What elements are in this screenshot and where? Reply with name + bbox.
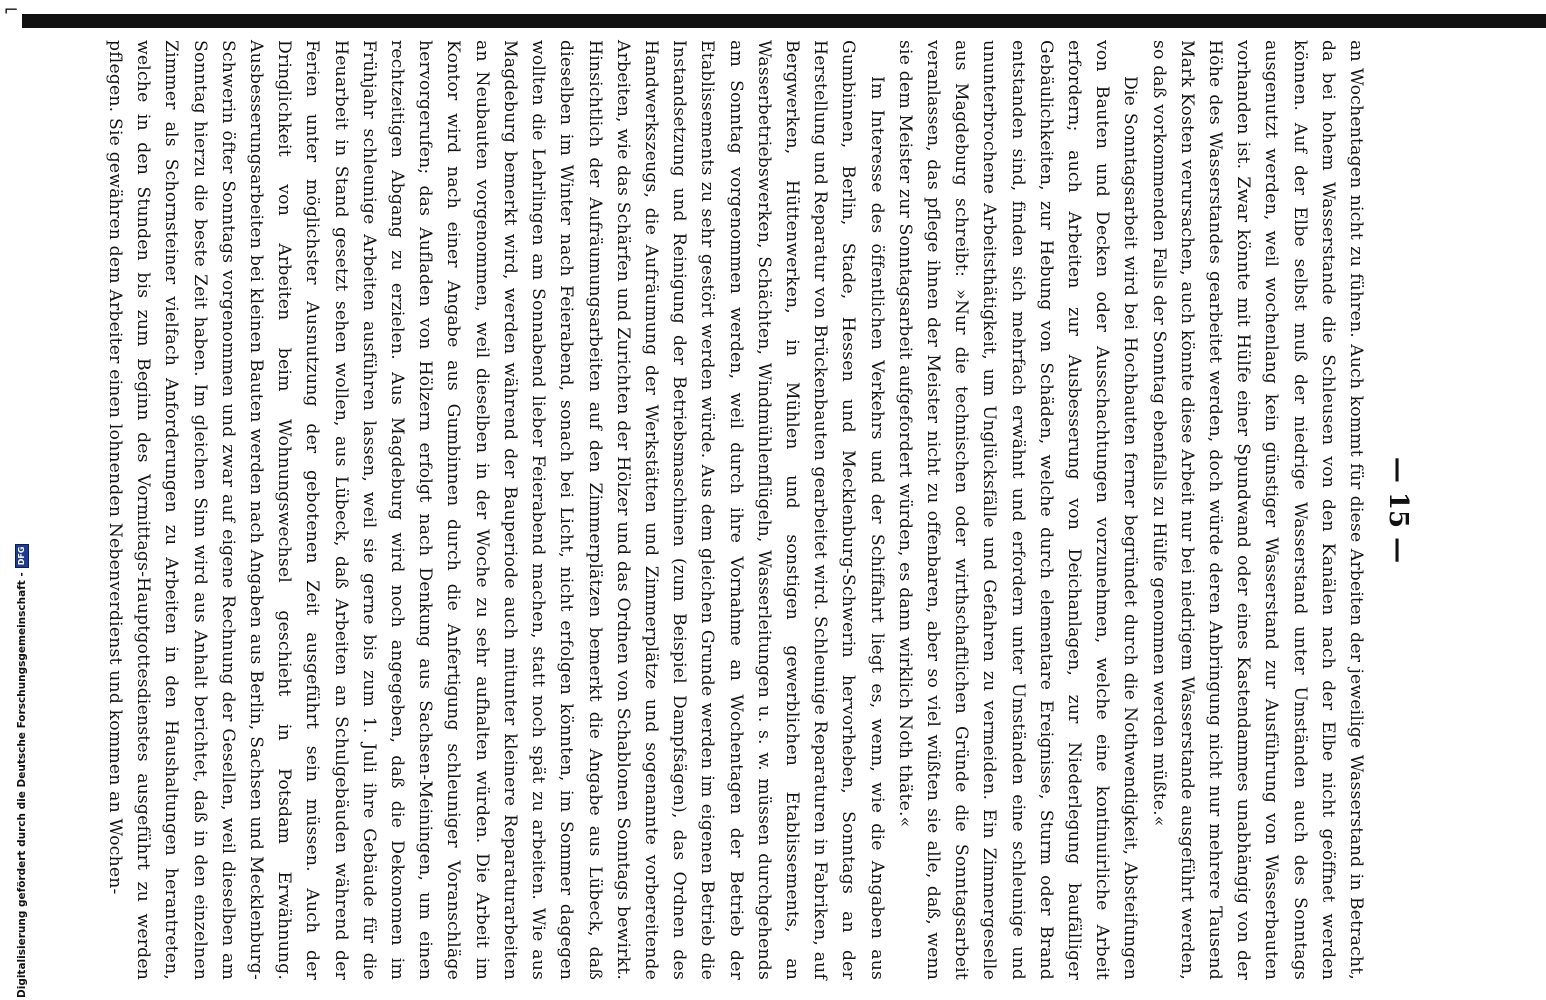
paragraph-3: Im Interesse des öffentlichen Verkehrs und der Schiffahrt liegt es, wenn, wie die Angaben aus Gumbinnen, Berlin, Stade, Hessen und Mecklenburg-Schwerin hervorheben, Sonntags an der Herstellung und Reparatur von Brückenbauten gearbeitet wird. Schleunige Reparaturen in Fabriken, auf Bergwerken, Hüttenwerken, in Mühlen und sonstigen gewerblichen Etablissements, an Wasserbetriebswerken, Schächten, Windmühlenflügeln, Wasserleitungen u. s. w. müssen durchgehends am Sonntag vorgenommen werden, weil durch ihre Vornahme an Wochentagen der Betrieb der Etablissements zu sehr gestört werden würde. Aus dem gleichen Grunde werden im eigenen Betrieb die Instandsetzung und Reinigung der Betriebsmaschinen (zum Beispiel Dampfsägen), das Ordnen des Handwerkszeugs, die Aufräumung der Werkstätten und Zimmerplätze und sogenannte vorbereitende Arbeiten, wie das Schärfen und Zurichten der Hölzer und das Ordnen von Schablonen Sonntags bewirkt. Hinsichtlich der Aufräumungsarbeiten auf den Zimmerplätzen bemerkt die Angabe aus Lübeck, daß dieselben im Winter nach Feierabend, sonach bei Licht, nicht erfolgen könnten, im Sommer dagegen wollten die Lehrlingen am Sonnabend lieber Feierabend machen, statt noch spät zu arbeiten. Wie aus Magdeburg bemerkt wird, werden während der Bauperiode auch mitunter kleinere Reparaturarbeiten an Neubauten vorgenommen, weil dieselben in der Woche zu sehr aufhalten würden. Die Arbeit im Kontor wird nach einer Angabe aus Gumbinnen durch die Anfertigung schleuniger Voranschläge hervorgerufen; das Aufladen von Hölzern erfolgt nach Denkung aus Sachsen-Meiningen, um einen rechtzeitigen Abgang zu erzielen. Aus Magdeburg wird noch angegeben, daß die Dekonomen im Frühjahr schleunige Arbeiten ausführen lassen, weil sie gerne bis zum 1. Juli ihre Gebäude für die Heuarbeit in Stand gesetzt sehen wollen, aus Lübeck, daß Arbeiten an Schulgebäuden während der Ferien unter möglichster Ausnutzung der gebotenen Zeit ausgeführt sein müssen. Auch der Dringlichkeit von Arbeiten beim Wohnungswechsel geschieht in Potsdam Erwähnung. Ausbesserungsarbeiten bei kleinen Bauten werden nach Angaben aus Berlin, Sachsen und Mecklenburg-Schwerin öfter Sonntags vorgenommen und zwar auf eigene Rechnung der Gesellen, weil dieselben am Sonntag hierzu die beste Zeit haben. Im gleichen Sinn wird aus Anhalt berichtet, daß in den einzelnen Zimmer als Schornsteiner vielfach Anforderungen zu Arbeiten in den Haushaltungen herantreten, welche in den Stunden bis zum Beginn des Vormittags-Hauptgottesdienstes ausgeführt zu werden pflegen. Sie gewähren dem Arbeiter einen lohnenden Nebenverdienst und kommen an Wochen- xyxy=(105,40,887,980)
dfg-logo-icon: DFG xyxy=(15,544,29,569)
credit-text: Digitalisierung gefördert durch die Deutsche Forschungsgemeinschaft - xyxy=(16,572,28,998)
scan-corner-mark: ⌐ xyxy=(3,0,19,21)
scan-edge-border xyxy=(22,14,1546,28)
rotated-document-page xyxy=(105,30,1420,990)
page-content xyxy=(105,30,1420,990)
digitization-credit xyxy=(0,0,30,1000)
digitization-credit-line xyxy=(15,544,29,998)
body-text xyxy=(105,40,1370,980)
paragraph-2: Die Sonntagsarbeit wird bei Hochbauten ferner begründet durch die Nothwendigkeit, Absteifungen von Bauten und Decken oder Ausschachtungen vorzunehmen, welche eine kontinuirliche Arbeit erfordern; auch Arbeiten zur Ausbesserung von Deichanlagen, zur Niederlegung baufälliger Gebäulichkeiten, zur Hebung von Schäden, welche durch elementare Ereignisse, Sturm oder Brand entstanden sind, finden sich mehrfach erwähnt und erfordern unter Umständen eine schleunige und ununterbrochene Arbeitsthätigkeit, um Unglücksfälle und Gefahren zu vermeiden. Ein Zimmergeselle aus Magdeburg schreibt: »Nur die technischen oder wirthschaftlichen Gründe die Sonntagsarbeit veranlassen, das pflege ihnen der Meister nicht zu offenbaren, aber so viel wüßten sie alle, daß, wenn sie dem Meister zur Sonntagsarbeit aufgefordert würden, es dann wirklich Noth thäte.« xyxy=(894,40,1141,980)
page-number: — 15 — xyxy=(1383,456,1413,564)
paragraph-1: an Wochentagen nicht zu führen. Auch kommt für diese Arbeiten der jeweilige Wasserstand in Betracht, da bei hohem Wasserstande die Schleusen von den Kanälen nach der Elbe nicht geöffnet werden können. Auf der Elbe selbst muß der niedrige Wasserstand unter Umständen auch des Sonntags ausgenutzt werden, weil wochenlang kein günstiger Wasserstand zur Ausführung von Wasserbauten vorhanden ist. Zwar könnte mit Hülfe einer Spundwand oder eines Kastendammes unabhängig von der Höhe des Wasserstandes gearbeitet werden, doch würde deren Anbringung nicht nur mehrere Tausend Mark Kosten verursachen, auch könnte diese Arbeit nur bei niedrigem Wasserstande ausgeführt werden, so daß vorkommenden Falls der Sonntag ebenfalls zu Hülfe genommen werden müßte.« xyxy=(1148,40,1366,980)
